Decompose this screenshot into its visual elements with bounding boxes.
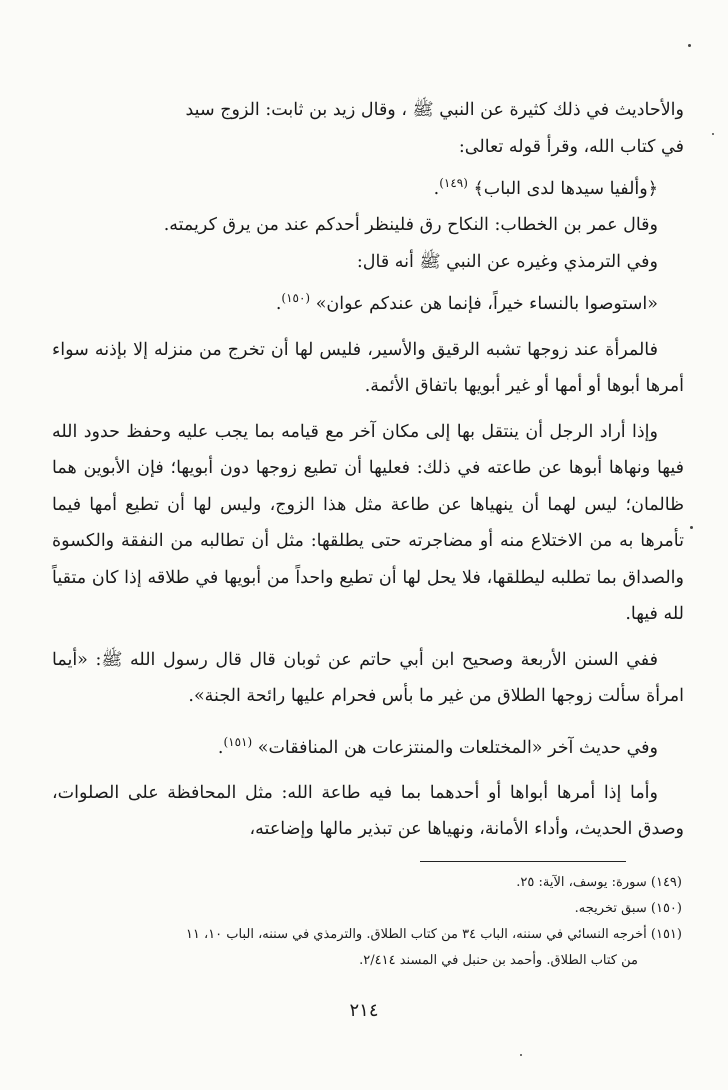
hadith-line: «استوصوا بالنساء خيراً، فإنما هن عندكم عوان» $^{(١٥٠)}$.	[275, 291, 658, 315]
footnote-151-continuation: من كتاب الطلاق. وأحمد بن حنبل في المسند ٢/٤١٤.	[359, 953, 638, 968]
scan-speck	[688, 44, 691, 47]
paragraph-1-line-1: والأحاديث في ذلك كثيرة عن النبي ﷺ ، وقال زيد بن ثابت: الزوج سيد	[185, 100, 684, 120]
footnote-ref-149: (١٤٩)	[439, 176, 468, 190]
footnote-text: سبق تخريجه.	[574, 901, 647, 916]
footnote-ref-151: (١٥١)	[223, 734, 253, 749]
paragraph-4: ففي السنن الأربعة وصحيح ابن أبي حاتم عن ثوبان قال قال رسول الله ﷺ: «أيما امرأة سألت زوجها الطلاق من غير ما بأس فحرام عليها رائحة الجنة».	[52, 649, 684, 707]
umar-quote: وقال عمر بن الخطاب: النكاح رق فلينظر أحدكم عند من يرق كريمته.	[163, 215, 658, 236]
paragraph-3: وإذا أراد الرجل أن ينتقل بها إلى مكان آخر مع قيامه بما يجب عليه وحفظ حدود الله فيها ونهاها أبوها عن طاعته في ذلك: فعليها أن تطيع زوجها دون أبويها؛ فإن الأبوين هما ظالمان؛ ليس لهما أن ينهياها عن طاعة مثل هذا الزوج، وليس لها أن تطيع أمها فيما تأمرها به من الاختلاع منه أو مضاجرته حتى يطلقها: مثل أن تطالبه من النفقة والكسوة والصداق بما تطلبه ليطلقها، فلا يحل لها أن تطيع واحداً من أبويها في طلاقه إذا كان متقياً لله فيها.	[52, 421, 684, 625]
paragraph-2: فالمرأة عند زوجها تشبه الرقيق والأسير، فليس لها أن تخرج من منزله إلا بإذنه سواء أمرها أبوها أو أمها أو غير أبويها باتفاق الأئمة.	[52, 339, 684, 397]
paragraph-6: وأما إذا أمرها أبواها أو أحدهما بما فيه طاعة الله: مثل المحافظة على الصلوات، وصدق الحديث، وأداء الأمانة، ونهياها عن تبذير مالها وإضاعته،	[52, 782, 684, 840]
footnote-text: سورة: يوسف، الآية: ٢٥.	[516, 875, 647, 890]
footnote-ref-150: (١٥٠)	[281, 291, 311, 306]
footnotes	[52, 870, 682, 974]
footnote-150	[52, 896, 682, 922]
scan-speck	[712, 133, 714, 135]
quran-verse-line: ﴿وألفيا سيدها لدى الباب﴾ $^{(١٤٩)}$.	[433, 176, 658, 199]
footnote-number: (١٤٩)	[650, 875, 682, 890]
tirmidhi-intro: وفي الترمذي وغيره عن النبي ﷺ أنه قال:	[356, 251, 658, 272]
scan-speck	[690, 526, 693, 529]
footnote-text: أخرجه النسائي في سننه، الباب ٣٤ من كتاب الطلاق. والترمذي في سننه، الباب ١٠، ١١	[185, 927, 647, 942]
page-number: ٢١٤	[349, 1000, 379, 1021]
footnote-149	[52, 870, 682, 896]
paragraph-5: وفي حديث آخر «المختلعات والمنتزعات هن المنافقات» $^{(١٥١)}$.	[217, 734, 658, 758]
paragraph-5-text: وفي حديث آخر «المختلعات والمنتزعات هن المنافقات»	[257, 737, 658, 758]
footnote-divider	[420, 861, 626, 862]
paragraph-1-line-2: في كتاب الله، وقرأ قوله تعالى:	[458, 136, 684, 157]
quran-verse: ﴿وألفيا سيدها لدى الباب﴾	[473, 178, 658, 199]
footnote-number: (١٥١)	[650, 927, 682, 942]
main-text	[52, 92, 684, 848]
scan-speck	[520, 1054, 522, 1056]
hadith-text: «استوصوا بالنساء خيراً، فإنما هن عندكم عوان»	[315, 294, 658, 315]
footnote-151	[52, 922, 682, 948]
footnote-number: (١٥٠)	[650, 901, 682, 916]
